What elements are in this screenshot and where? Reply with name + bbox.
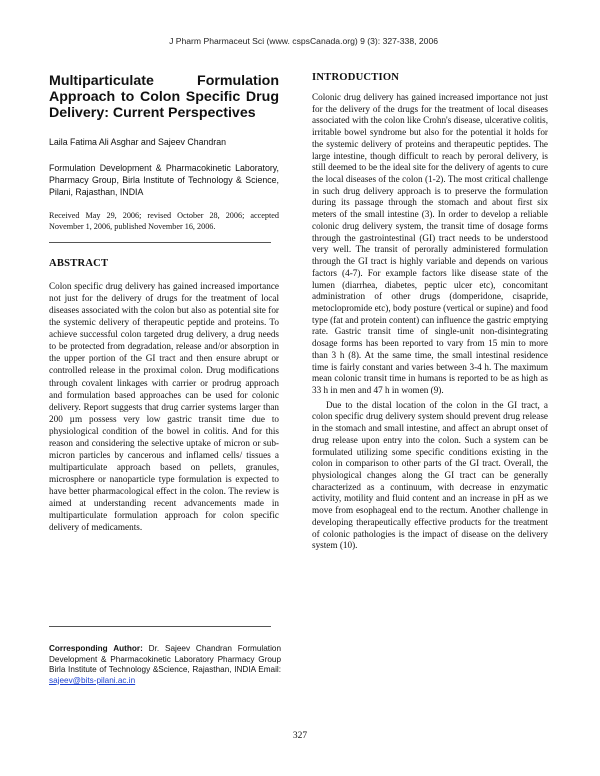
author-email-link[interactable]: sajeev@bits-pilani.ac.in	[49, 675, 136, 685]
page-number: 327	[292, 731, 308, 741]
introduction-heading: INTRODUCTION	[312, 72, 400, 83]
corresponding-details: Dr. Sajeev Chandran Formulation Development & Pharmacokinetic Laboratory Pharmacy Group Birla Institute of Technology &Science, Rajasthan, INDIA Email:	[49, 644, 281, 675]
divider-rule	[49, 242, 271, 243]
affiliation: Formulation Development & Pharmacokinetic Laboratory, Pharmacy Group, Birla Institute of Technology & Science, Pilani, Rajasthan, INDIA	[49, 163, 279, 197]
abstract-text: Colon specific drug delivery has gained increased importance not just for the delivery of drugs for the treatment of local diseases associated with the colon but also as potential site for the systemic delivery of therapeutic peptide and proteins. To achieve successful colon targeted drug delivery, a drug needs to be protected from degradation, release and/or absorption in the upper portion of the GI tract and then ensure abrupt or controlled release in the proximal colon. Drug modifications through covalent linkages with carrier or prodrug approach and formulation based approaches can be used for colonic delivery. Report suggests that drug carrier systems larger than 200 µm possess very low gastric transit time due to physiological condition of the bowel in colitis. And for this reason and considering the selective uptake of micron or sub-micron particles by cancerous and inflamed cells/ tissues a multiparticulate approach based on pellets, granules, microsphere or nanoparticle type formulation is expected to have better pharmacological effect in the colon. The review is aimed at understanding recent advancements made in multiparticulate formulation approach for colon specific delivery of medicaments.	[49, 281, 279, 533]
intro-paragraph-1: Colonic drug delivery has gained increased importance not just for the delivery of the drugs for the treatment of local diseases associated with the colon like Crohn's disease, ulcerative colitis, irritable bowel syndrome but also for the potential it holds for the systemic delivery of proteins and therapeutic peptides. The large intestine, though difficult to reach by peroral delivery, is still deemed to be the ideal site for the delivery of agents to cure the local diseases of the colon (1-2). The most critical challenge in such drug delivery approach is to preserve the formulation during its passage through the stomach and about first six meters of the small intestine (3). In order to develop a reliable colonic drug delivery system, the transit time of dosage forms through the gastrointestinal (GI) tract needs to be understood very well. The transit of perorally administered formulation through the GI tract is highly variable and depends on various factors (4-7). For example factors like disease state of the lumen (diarrhea, diabetes, peptic ulcer etc), concomitant administration of other drugs (domperidone, cisapride, metoclopromide etc), body posture (vertical or supine) and food type (fat and protein content) can influence the gastric emptying rate. Gastric transit time of single-unit non-disintegrating dosage forms has been reported to vary from 15 min to more than 3 h (8). At the same time, the small intestinal residence time is fairly constant and varies between 3-4 h. The maximum mean colonic transit time in humans is reported to be as high as 33 h in men and 47 h in women (9).	[312, 92, 548, 395]
author-list: Laila Fatima Ali Asghar and Sajeev Chandran	[49, 137, 227, 147]
left-column-top	[49, 73, 279, 232]
footnote-rule	[49, 626, 271, 627]
article-title: Multiparticulate Formulation Approach to Colon Specific Drug Delivery: Current Perspectives	[49, 73, 279, 121]
abstract-heading: ABSTRACT	[49, 258, 109, 269]
corresponding-author	[49, 644, 281, 686]
intro-paragraph-2: Due to the distal location of the colon in the GI tract, a colon specific drug delivery system should prevent drug release in the stomach and small intestine, and affect an abrupt onset of drug release upon entry into the colon. Such a system can be formulated utilizing some specific conditions existing in the colon in comparison to other parts of the GI tract. Overall, the physiological changes along the GI tract can be generally characterized as a continuum, with decrease in enzymatic activity, motility and fluid content and an increase in pH as we move from esophageal end to the rectum. Another challenge in developing therapeutically effective products for the treatment of colonic pathologies is the impact of disease on the delivery system (10).	[312, 399, 548, 551]
corresponding-label: Corresponding Author:	[49, 644, 143, 653]
right-column	[312, 72, 548, 552]
running-header: J Pharm Pharmaceut Sci (www. cspsCanada.org) 9 (3): 327-338, 2006	[169, 36, 438, 46]
received-dates: Received May 29, 2006; revised October 28, 2006; accepted November 1, 2006, published November 16, 2006.	[49, 211, 279, 231]
